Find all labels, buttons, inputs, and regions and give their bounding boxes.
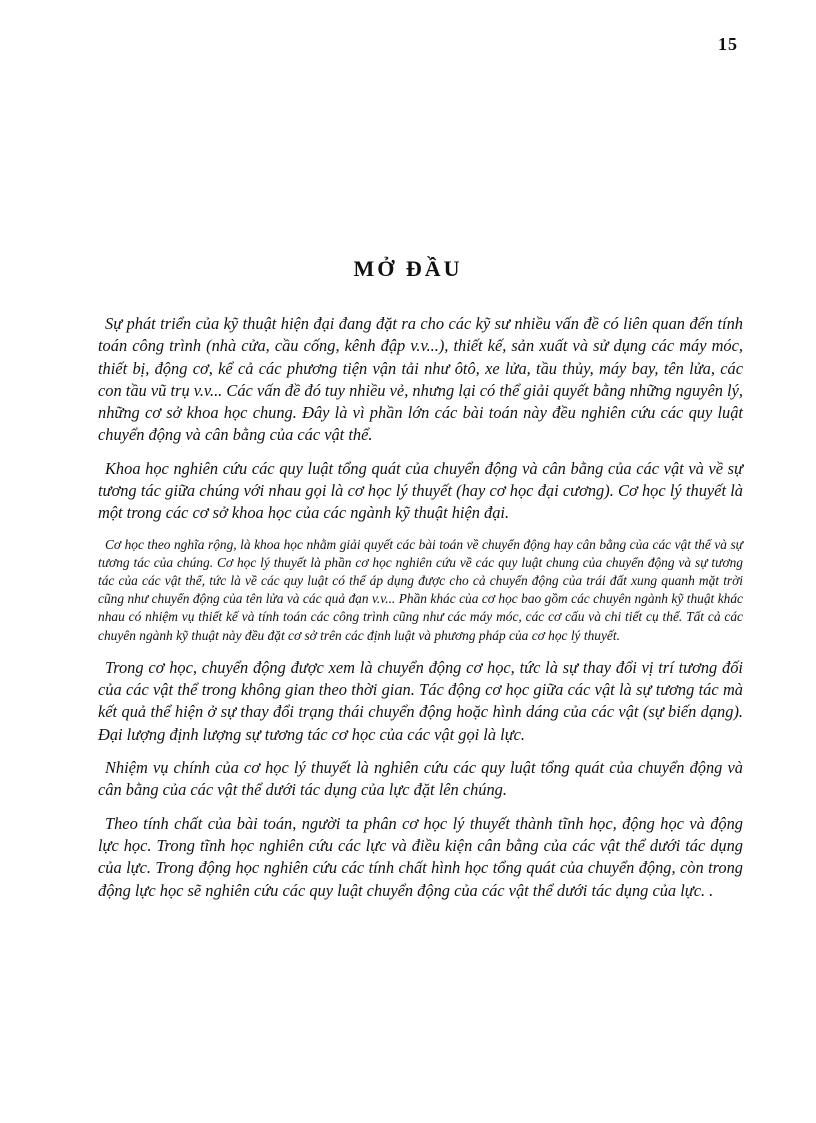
paragraph: Khoa học nghiên cứu các quy luật tổng quát của chuyển động và cân bằng của các vật và về sự tương tác giữa chúng với nhau gọi là cơ học lý thuyết (hay cơ học đại cương). Cơ học lý thuyết là một trong các cơ sở khoa học của các ngành kỹ thuật hiện đại. xyxy=(98,458,743,523)
body-text xyxy=(98,313,743,913)
small-print-paragraph: Cơ học theo nghĩa rộng, là khoa học nhằm giải quyết các bài toán về chuyển động hay cân bằng của các vật thể và sự tương tác của chúng. Cơ học lý thuyết là phần cơ học nghiên cứu về các quy luật chung của chuyển động và sự tương tác của các vật thể, tức là về các quy luật có thể áp dụng được cho cả chuyển động của trái đất xung quanh mặt trời cũng như chuyển động của tên lửa và các quả đạn v.v... Phần khác của cơ học bao gồm các chuyên ngành kỹ thuật khác nhau có nhiệm vụ thiết kế và tính toán các công trình cũng như các máy móc, các cơ cấu và chi tiết cụ thể. Tất cả các chuyên ngành kỹ thuật này đều đặt cơ sở trên các định luật và phương pháp của cơ học lý thuyết. xyxy=(98,536,743,643)
paragraph: Nhiệm vụ chính của cơ học lý thuyết là nghiên cứu các quy luật tổng quát của chuyển động và cân bằng của các vật thể dưới tác dụng của lực đặt lên chúng. xyxy=(98,758,743,800)
chapter-title: MỞ ĐẦU xyxy=(353,256,463,281)
paragraph: Trong cơ học, chuyển động được xem là chuyển động cơ học, tức là sự thay đổi vị trí tương đối của các vật thể trong không gian theo thời gian. Tác động cơ học giữa các vật là sự tương tác mà kết quả thể hiện ở sự thay đổi trạng thái chuyển động hoặc hình dáng của các vật (sự biến dạng). Đại lượng định lượng sự tương tác cơ học của các vật gọi là lực. xyxy=(98,657,743,744)
page-number: 15 xyxy=(718,34,738,54)
paragraph: Sự phát triển của kỹ thuật hiện đại đang đặt ra cho các kỹ sư nhiều vấn đề có liên quan đến tính toán công trình (nhà cửa, cầu cống, kênh đập v.v...), thiết kế, sản xuất và sử dụng các máy móc, thiết bị, động cơ, kể cả các phương tiện vận tải như ôtô, xe lửa, tầu thủy, máy bay, tên lửa, các con tầu vũ trụ v.v... Các vấn đề đó tuy nhiều vẻ, nhưng lại có thể giải quyết bằng những nguyên lý, những cơ sở khoa học chung. Đây là vì phần lớn các bài toán này đều nghiên cứu các quy luật chuyển động và cân bằng của các vật thể. xyxy=(98,314,743,445)
paragraph: Theo tính chất của bài toán, người ta phân cơ học lý thuyết thành tĩnh học, động học và động lực học. Trong tĩnh học nghiên cứu các lực và điều kiện cân bằng của các vật thể dưới tác dụng của lực. Trong động học nghiên cứu các tính chất hình học tổng quát của chuyển động, còn trong động lực học sẽ nghiên cứu các quy luật chuyển động của các vật thể dưới tác dụng của lực. . xyxy=(98,813,743,900)
